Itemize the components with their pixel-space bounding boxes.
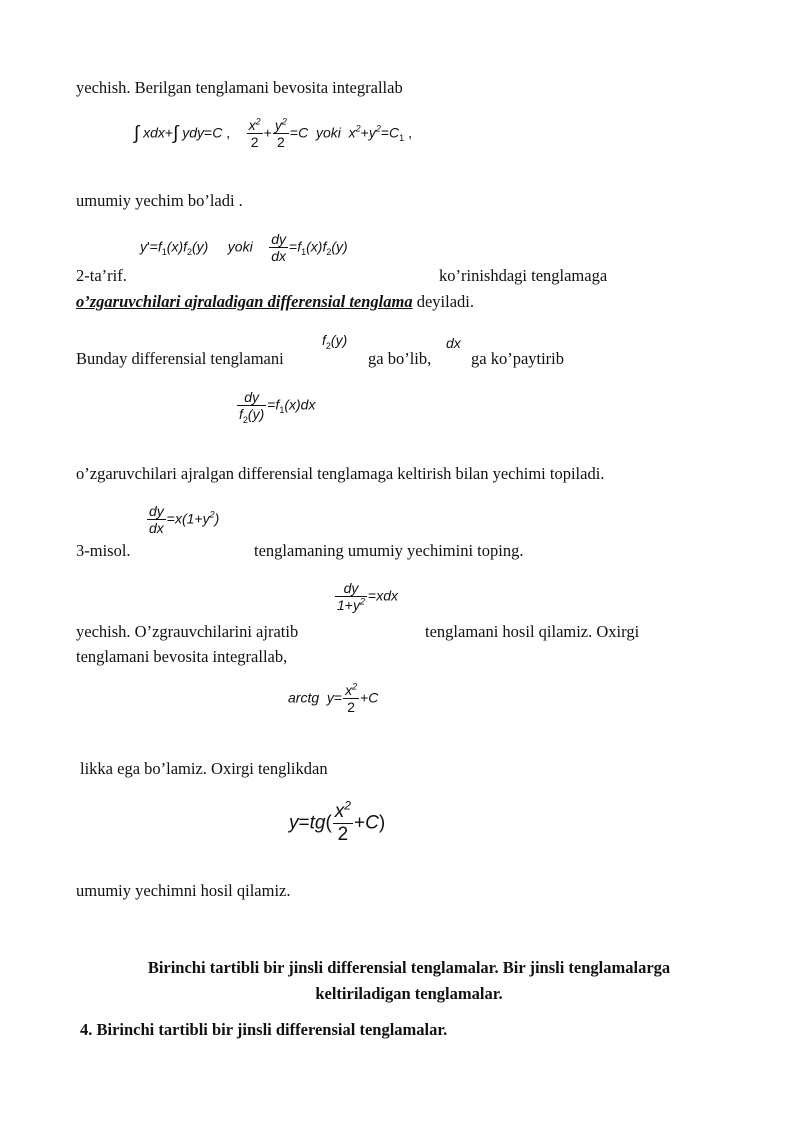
subsection-heading: 4. Birinchi tartibli bir jinsli differensial tenglamalar. bbox=[80, 1020, 448, 1039]
definition-label: 2-ta’rif. bbox=[76, 266, 127, 285]
paragraph-line: tenglamaning umumiy yechimini toping. bbox=[254, 541, 524, 560]
paragraph-line: umumiy yechimni hosil qilamiz. bbox=[76, 881, 291, 900]
paragraph-line: tenglamani hosil qilamiz. Oxirgi bbox=[425, 622, 640, 641]
formula-separated: $\frac{dy}{f_2(y)}$ $=f_1(x)dx$ bbox=[239, 389, 316, 425]
definition-line bbox=[76, 292, 474, 312]
formula-separable: $y'=f_1(x)f_2(y)$ yoki $\frac{dy}{dx}$ $=f_1(x)f_2(y)$ bbox=[140, 231, 348, 265]
paragraph-line: ga bo’lib, bbox=[368, 349, 432, 368]
paragraph-line: tenglamani bevosita integrallab, bbox=[76, 647, 288, 666]
paragraph-line: Bunday differensial tenglamani bbox=[76, 349, 284, 368]
example-label: 3-misol. bbox=[76, 541, 131, 560]
heading-line: keltiriladigan tenglamalar. bbox=[315, 983, 503, 1003]
paragraph-line: likka ega bo’lamiz. Oxirgi tenglikdan bbox=[80, 759, 328, 778]
paragraph-line: yechish. Berilgan tenglamani bevosita integrallab bbox=[76, 78, 403, 97]
formula-f2y: $f_2(y)$ bbox=[322, 332, 348, 351]
formula-arctg: arctg y= $\frac{x^2}{2}$ +C bbox=[288, 681, 379, 716]
formula-solution-tg: y=tg( $\frac{x^2}{2}$ +C) bbox=[289, 798, 386, 845]
heading-line: Birinchi tartibli bir jinsli differensial tenglamalar. Bir jinsli tenglamalarga bbox=[147, 958, 671, 977]
paragraph-line: deyiladi. bbox=[412, 292, 475, 311]
formula-dx: dx bbox=[446, 335, 461, 351]
formula-separated-example: $\frac{dy}{1+y^2}$ =xdx bbox=[337, 580, 398, 614]
paragraph-line: yechish. O’zgrauvchilarini ajratib bbox=[76, 622, 299, 641]
formula-integral: ∫ xdx+∫ ydy=C , $\frac{x^2}{2}$ + $\frac{y^2}{2}$ =C yoki $x^2+y^2=C_1$ , bbox=[134, 116, 412, 151]
paragraph-line: umumiy yechim bo’ladi . bbox=[76, 191, 243, 210]
paragraph-line: o’zgaruvchilari ajralgan differensial tenglamaga keltirish bilan yechimi topiladi. bbox=[76, 464, 605, 483]
formula-example-3: $\frac{dy}{dx}$ $=x(1+y^2)$ bbox=[149, 503, 220, 537]
paragraph-line: ga ko’paytirib bbox=[471, 349, 565, 368]
section-heading bbox=[76, 955, 742, 1006]
definition-term: o’zgaruvchilari ajraladigan differensial tenglama bbox=[76, 292, 413, 311]
paragraph-line: ko’rinishdagi tenglamaga bbox=[439, 266, 608, 285]
